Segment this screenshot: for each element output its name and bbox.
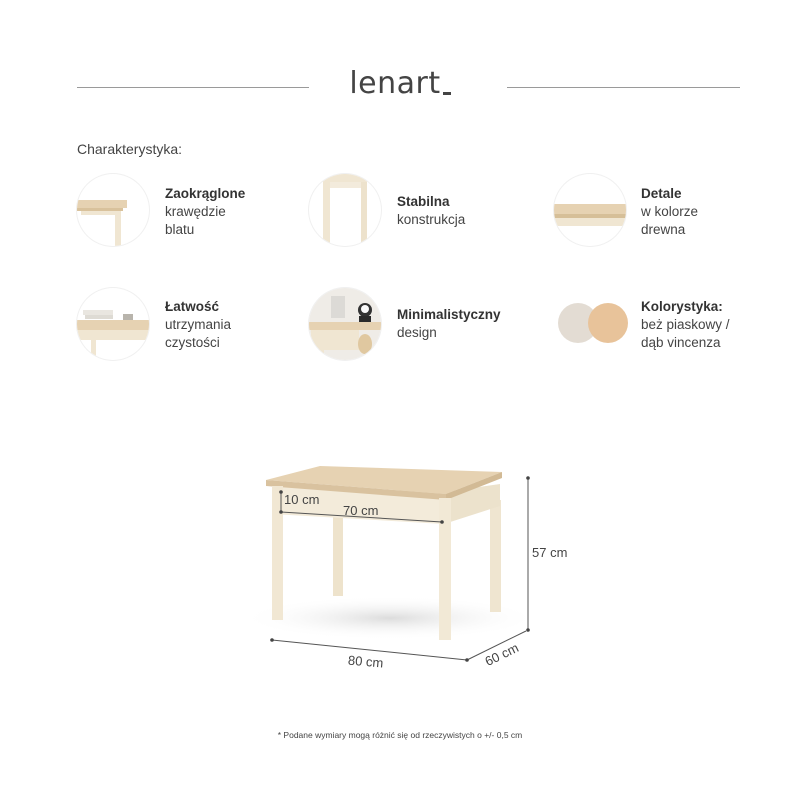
section-title: Charakterystyka: bbox=[77, 141, 183, 157]
footnote: * Podane wymiary mogą różnić się od rzeczywistych o +/- 0,5 cm bbox=[277, 730, 523, 740]
dimension-inner-width-label: 70 cm bbox=[343, 503, 379, 518]
brand-logo: lenart bbox=[0, 66, 800, 101]
feature-easy-cleaning: Łatwość utrzymania czystości bbox=[165, 299, 232, 350]
feature-stable-construction: Stabilna konstrukcja bbox=[397, 194, 466, 227]
feature-rounded-edges: Zaokrąglone krawędzie blatu bbox=[165, 186, 246, 237]
feature-colors: Kolorystyka: beż piaskowy / dąb vincenza bbox=[641, 299, 730, 350]
dimension-height-label: 57 cm bbox=[532, 545, 568, 560]
dimension-depth-label: 60 cm bbox=[482, 639, 521, 670]
dimension-width-label: 80 cm bbox=[347, 652, 384, 671]
dimension-apron-label: 10 cm bbox=[284, 492, 320, 507]
feature-minimal-design: Minimalistyczny design bbox=[397, 307, 501, 340]
feature-wood-details: Detale w kolorze drewna bbox=[641, 186, 699, 237]
